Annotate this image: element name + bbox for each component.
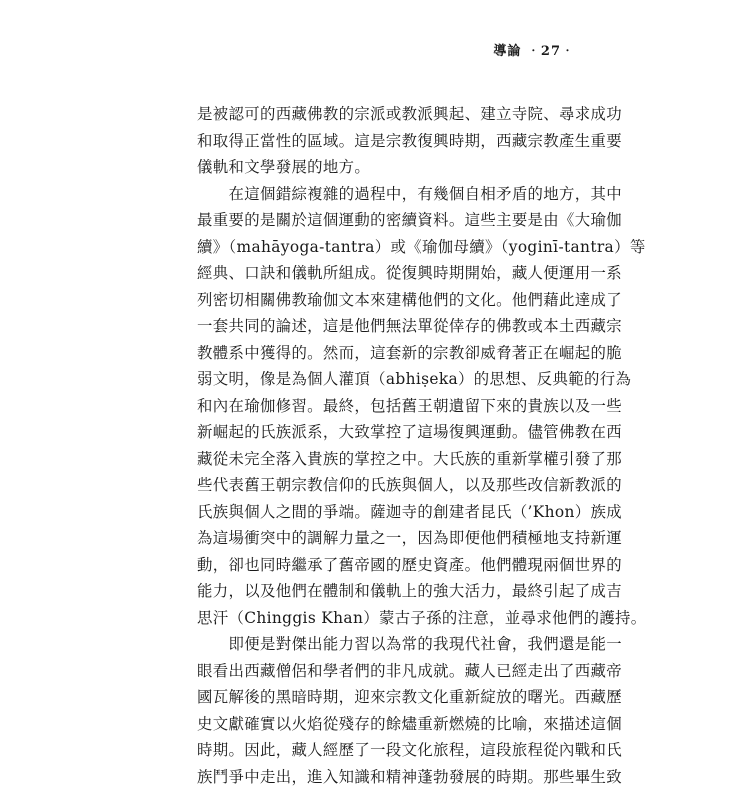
text-line: 續》（mahāyoga-tantra）或《瑜伽母續》（yoginī-tantra）等 — [197, 234, 599, 261]
text-line: 藏從未完全落入貴族的掌控之中。大氏族的重新掌權引發了那 — [197, 446, 599, 473]
text-line: 能力，以及他們在體制和儀軌上的強大活力，最終引起了成吉 — [197, 578, 599, 605]
text-line: 在這個錯綜複雜的過程中，有幾個自相矛盾的地方，其中 — [197, 181, 599, 208]
text-line: 動，卻也同時繼承了舊帝國的歷史資產。他們體現兩個世界的 — [197, 552, 599, 579]
text-line: 列密切相關佛教瑜伽文本來建構他們的文化。他們藉此達成了 — [197, 287, 599, 314]
text-line: 和內在瑜伽修習。最終，包括舊王朝遺留下來的貴族以及一些 — [197, 393, 599, 420]
text-line: 是被認可的西藏佛教的宗派或教派興起、建立寺院、尋求成功 — [197, 101, 599, 128]
text-line: 經典、口訣和儀軌所組成。從復興時期開始，藏人便運用一系 — [197, 260, 599, 287]
text-line: 思汗（Chinggis Khan）蒙古子孫的注意，並尋求他們的護持。 — [197, 605, 599, 632]
text-line: 一套共同的論述，這是他們無法單從倖存的佛教或本土西藏宗 — [197, 313, 599, 340]
running-header: 導論 ‧27‧ — [493, 40, 575, 59]
text-line: 時期。因此，藏人經歷了一段文化旅程，這段旅程從內戰和氏 — [197, 737, 599, 764]
body-text — [197, 101, 599, 790]
text-line: 新崛起的氏族派系，大致掌控了這場復興運動。儘管佛教在西 — [197, 419, 599, 446]
text-line: 弱文明，像是為個人灌頂（abhiṣeka）的思想、反典範的行為 — [197, 366, 599, 393]
text-line: 眼看出西藏僧侶和學者們的非凡成就。藏人已經走出了西藏帝 — [197, 658, 599, 685]
text-line: 族鬥爭中走出，進入知識和精神蓬勃發展的時期。那些畢生致 — [197, 764, 599, 790]
text-line: 氏族與個人之間的爭端。薩迦寺的創建者昆氏（’Khon）族成 — [197, 499, 599, 526]
text-line: 國瓦解後的黑暗時期，迎來宗教文化重新綻放的曙光。西藏歷 — [197, 684, 599, 711]
text-line: 儀軌和文學發展的地方。 — [197, 154, 599, 181]
text-line: 和取得正當性的區域。這是宗教復興時期，西藏宗教產生重要 — [197, 128, 599, 155]
text-line: 為這場衝突中的調解力量之一，因為即便他們積極地支持新運 — [197, 525, 599, 552]
text-line: 些代表舊王朝宗教信仰的氏族與個人，以及那些改信新教派的 — [197, 472, 599, 499]
text-line: 即便是對傑出能力習以為常的我現代社會，我們還是能一 — [197, 631, 599, 658]
text-line: 史文獻確實以火焰從殘存的餘燼重新燃燒的比喻，來描述這個 — [197, 711, 599, 738]
text-line: 教體系中獲得的。然而，這套新的宗教卻威脅著正在崛起的脆 — [197, 340, 599, 367]
text-line: 最重要的是關於這個運動的密續資料。這些主要是由《大瑜伽 — [197, 207, 599, 234]
